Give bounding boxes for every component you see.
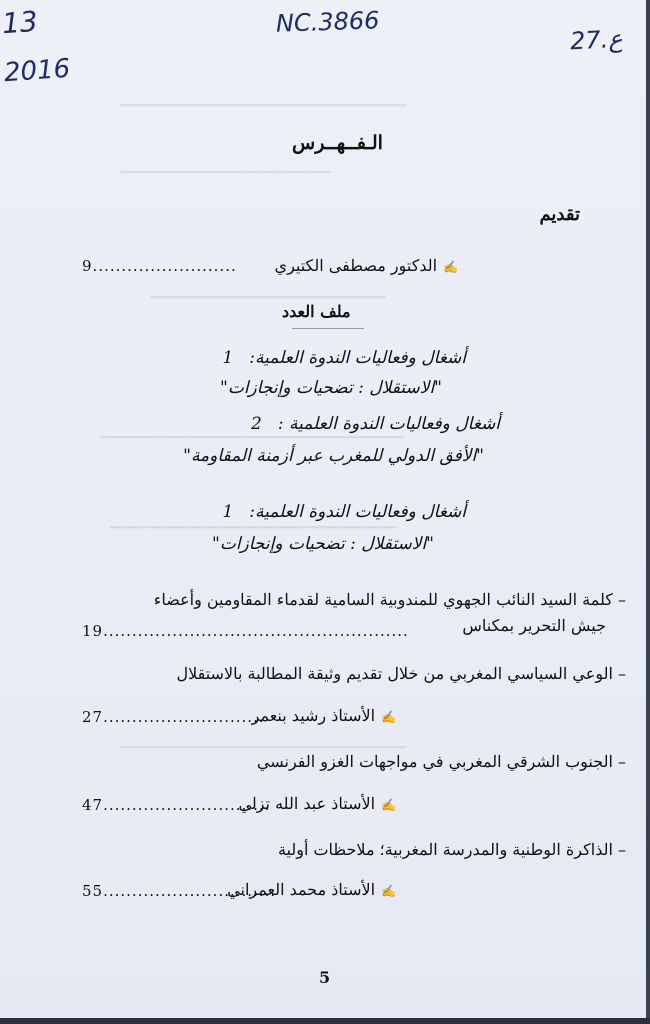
bleed-through-text: ━━━━━━━━━━━━━━━━━━━━━━━━━━━━ — [150, 290, 387, 306]
page-ref: 19 — [82, 622, 104, 640]
handwritten-catalog-number: NC.3866 — [275, 6, 380, 38]
symposium-title: أشغال وفعاليات الندوة العلمية:1 — [222, 348, 466, 368]
bleed-through-text: ━━━━━━━━━━━━━━━━━━━━━━━━━━━━━━━━━━ — [120, 98, 407, 114]
intro-author: ✍الدكتور مصطفى الكتيري — [274, 256, 458, 275]
toc-leader: 27............................ — [82, 708, 265, 726]
page-edge-shadow — [646, 0, 650, 1024]
toc-leader: 47............................. — [82, 796, 271, 814]
toc-leader: 9......................... — [82, 257, 237, 275]
handwritten-reference: 27.ع — [569, 24, 624, 56]
bleed-through-text: ━━━━━━━━━━━━━━━━━━━━━━━━━━━━━━━━━━ — [110, 520, 397, 536]
handwritten-year: 2016 — [3, 53, 72, 89]
symposium-subtitle: "الاستقلال : تضحيات وإنجازات" — [212, 534, 434, 554]
toc-leader: 55.............................. — [82, 882, 277, 900]
toc-entry-title: – الجنوب الشرقي المغربي في مواجهات الغزو الفرنسي — [256, 752, 626, 771]
toc-leader: 19..................................................... — [82, 622, 409, 640]
bleed-through-text: ━━━━━━━━━━━━━━━━━━━━━━━━━━━━━━━━━━ — [120, 740, 407, 756]
divider — [292, 328, 364, 329]
bleed-through-text: ━━━━━━━━━━━━━━━━━━━━━━━━━━━━━━━━━━━━ — [100, 430, 404, 446]
pen-icon: ✍ — [443, 260, 458, 274]
page-ref: 47 — [82, 796, 104, 814]
handwritten-number: 13 — [0, 4, 39, 41]
page-number: 5 — [319, 968, 331, 987]
symposium-subtitle: "الاستقلال : تضحيات وإنجازات" — [220, 378, 442, 398]
toc-entry-author: ✍الأستاذ عبد الله تزلي — [238, 794, 396, 813]
pen-icon: ✍ — [381, 884, 396, 898]
toc-entry-title: – كلمة السيد النائب الجهوي للمندوبية السامية لقدماء المقاومين وأعضاء — [153, 590, 626, 609]
bleed-through-text: ━━━━━━━━━━━━━━━━━━━━━━━━━ — [120, 165, 331, 181]
toc-entry-title: – الذاكرة الوطنية والمدرسة المغربية؛ ملاحظات أولية — [277, 840, 626, 859]
symposium-subtitle: "الأفق الدولي للمغرب عبر أزمنة المقاومة" — [183, 446, 484, 466]
pen-icon: ✍ — [381, 710, 396, 724]
symposium-title: أشغال وفعاليات الندوة العلمية :2 — [251, 414, 500, 434]
toc-title: الـفــهــرس — [292, 132, 383, 154]
toc-entry-author: ✍الأستاذ محمد العمراني — [227, 880, 396, 899]
pen-icon: ✍ — [381, 798, 396, 812]
symposium-title: أشغال وفعاليات الندوة العلمية:1 — [222, 502, 466, 522]
dossier-heading: ملف العدد — [282, 302, 351, 321]
toc-entry-title: – الوعي السياسي المغربي من خلال تقديم وثيقة المطالبة بالاستقلال — [176, 664, 626, 683]
page-ref: 55 — [82, 882, 104, 900]
page-ref: 9 — [82, 257, 93, 275]
toc-entry-title-continued: جيش التحرير بمكناس — [462, 616, 606, 635]
page-ref: 27 — [82, 708, 104, 726]
intro-section-heading: تقديم — [539, 204, 580, 225]
page-edge-shadow — [0, 1018, 650, 1024]
toc-entry-author: ✍الأستاذ رشيد بنعمر — [251, 706, 396, 725]
